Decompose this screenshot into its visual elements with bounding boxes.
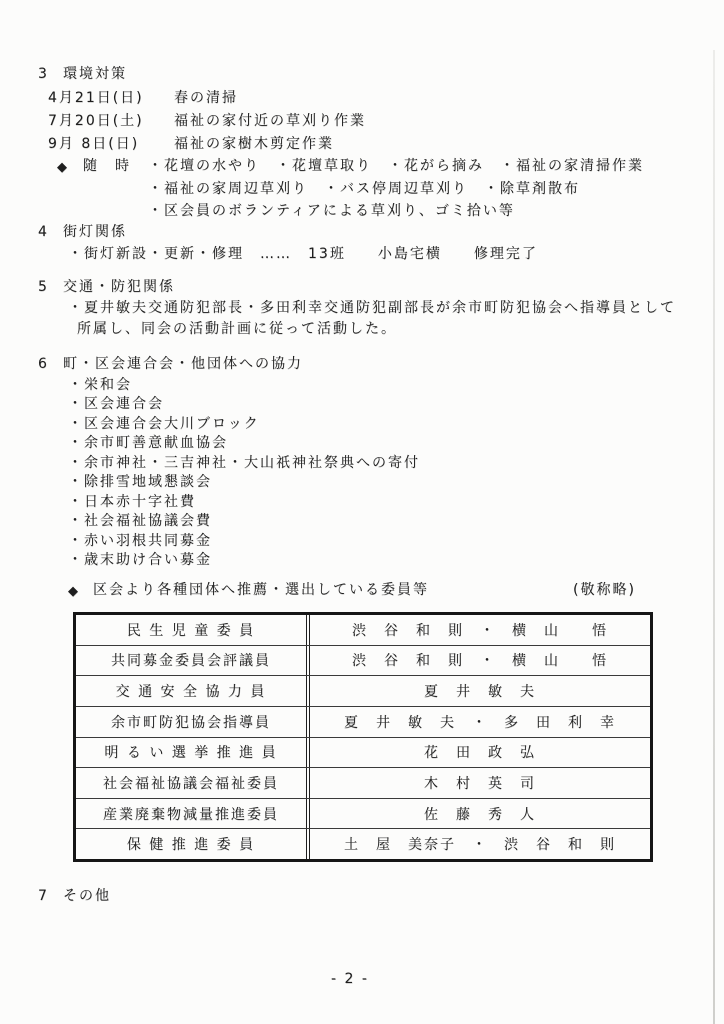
role-cell: 民 生 児 童 委 員 (76, 615, 310, 645)
list-item: ・歳末助け合い募金 (68, 552, 212, 568)
members-cell: 佐 藤 秀 人 (424, 806, 536, 823)
role-cell: 余市町防犯協会指導員 (76, 707, 310, 737)
list-item: ・日本赤十字社費 (68, 494, 196, 510)
list-item: ・社会福祉協議会費 (68, 513, 212, 529)
section-number: 5 (38, 279, 49, 295)
schedule-date: 9月 8日(日) (48, 136, 140, 152)
list-item: ・除排雪地域懇談会 (68, 474, 212, 490)
section-title: その他 (63, 888, 111, 904)
table-row (76, 646, 650, 677)
list-item: ・赤い羽根共同募金 (68, 533, 212, 549)
bullet-line: ・街灯新設・更新・修理 …… 13班 小島宅横 修理完了 (68, 246, 538, 262)
anytime-label: 随 時 (83, 158, 131, 174)
page-number: - 2 - (331, 971, 369, 987)
list-item: ・余市神社・三吉神社・大山祇神社祭典への寄付 (68, 455, 420, 471)
list-item: ・栄和会 (68, 377, 132, 393)
members-cell: 渋 谷 和 則 ・ 横 山 悟 (352, 622, 608, 639)
anytime-line: ・花壇の水やり ・花壇草取り ・花がら摘み ・福祉の家清掃作業 (148, 158, 644, 174)
role-cell: 保 健 推 進 委 員 (76, 829, 310, 859)
anytime-line: ・区会員のボランティアによる草刈り、ゴミ拾い等 (148, 203, 515, 219)
schedule-activity: 春の清掃 (174, 90, 238, 106)
honorifics-note: (敬称略) (573, 582, 636, 598)
role-cell: 社会福祉協議会福祉委員 (76, 768, 310, 798)
list-item: ・余市町善意献血協会 (68, 435, 228, 451)
section-title: 街灯関係 (63, 224, 127, 240)
diamond-bullet-icon: ◆ (68, 584, 80, 599)
bullet-line: ・夏井敏夫交通防犯部長・多田利幸交通防犯副部長が余市町防犯協会へ指導員として (68, 300, 676, 316)
section-title: 町・区会連合会・他団体への協力 (63, 356, 303, 372)
table-row (76, 707, 650, 738)
scan-edge-artifact (713, 50, 715, 1024)
anytime-line: ・福祉の家周辺草刈り ・バス停周辺草刈り ・除草剤散布 (148, 181, 580, 197)
committee-heading: 区会より各種団体へ推薦・選出している委員等 (93, 582, 429, 598)
role-cell: 共同募金委員会評議員 (76, 646, 310, 676)
table-row (76, 799, 650, 830)
table-row (76, 676, 650, 707)
list-item: ・区会連合会大川ブロック (68, 416, 260, 432)
members-cell: 土 屋 美奈子 ・ 渋 谷 和 則 (344, 837, 616, 854)
diamond-bullet-icon: ◆ (57, 160, 69, 175)
role-cell: 交 通 安 全 協 力 員 (76, 676, 310, 706)
members-cell: 花 田 政 弘 (424, 745, 536, 762)
section-number: 7 (38, 888, 49, 904)
members-cell: 夏 井 敏 夫 ・ 多 田 利 幸 (344, 714, 616, 731)
role-cell: 産業廃棄物減量推進委員 (76, 799, 310, 829)
schedule-date: 4月21日(日) (48, 90, 144, 106)
section-number: 6 (38, 356, 49, 372)
table-row (76, 829, 650, 859)
table-row (76, 738, 650, 769)
section-title: 交通・防犯関係 (63, 279, 175, 295)
schedule-activity: 福祉の家付近の草刈り作業 (174, 113, 366, 129)
role-cell: 明 る い 選 挙 推 進 員 (76, 738, 310, 768)
members-cell: 木 村 英 司 (424, 775, 536, 792)
section-number: 4 (38, 224, 49, 240)
committee-table (73, 612, 653, 862)
section-number: 3 (38, 66, 49, 82)
members-cell: 夏 井 敏 夫 (424, 684, 536, 701)
list-item: ・区会連合会 (68, 396, 164, 412)
section-title: 環境対策 (63, 66, 127, 82)
table-row (76, 615, 650, 646)
table-row (76, 768, 650, 799)
schedule-date: 7月20日(土) (48, 113, 144, 129)
schedule-activity: 福祉の家樹木剪定作業 (174, 136, 334, 152)
members-cell: 渋 谷 和 則 ・ 横 山 悟 (352, 653, 608, 670)
continuation-line: 所属し、同会の活動計画に従って活動した。 (77, 321, 397, 337)
